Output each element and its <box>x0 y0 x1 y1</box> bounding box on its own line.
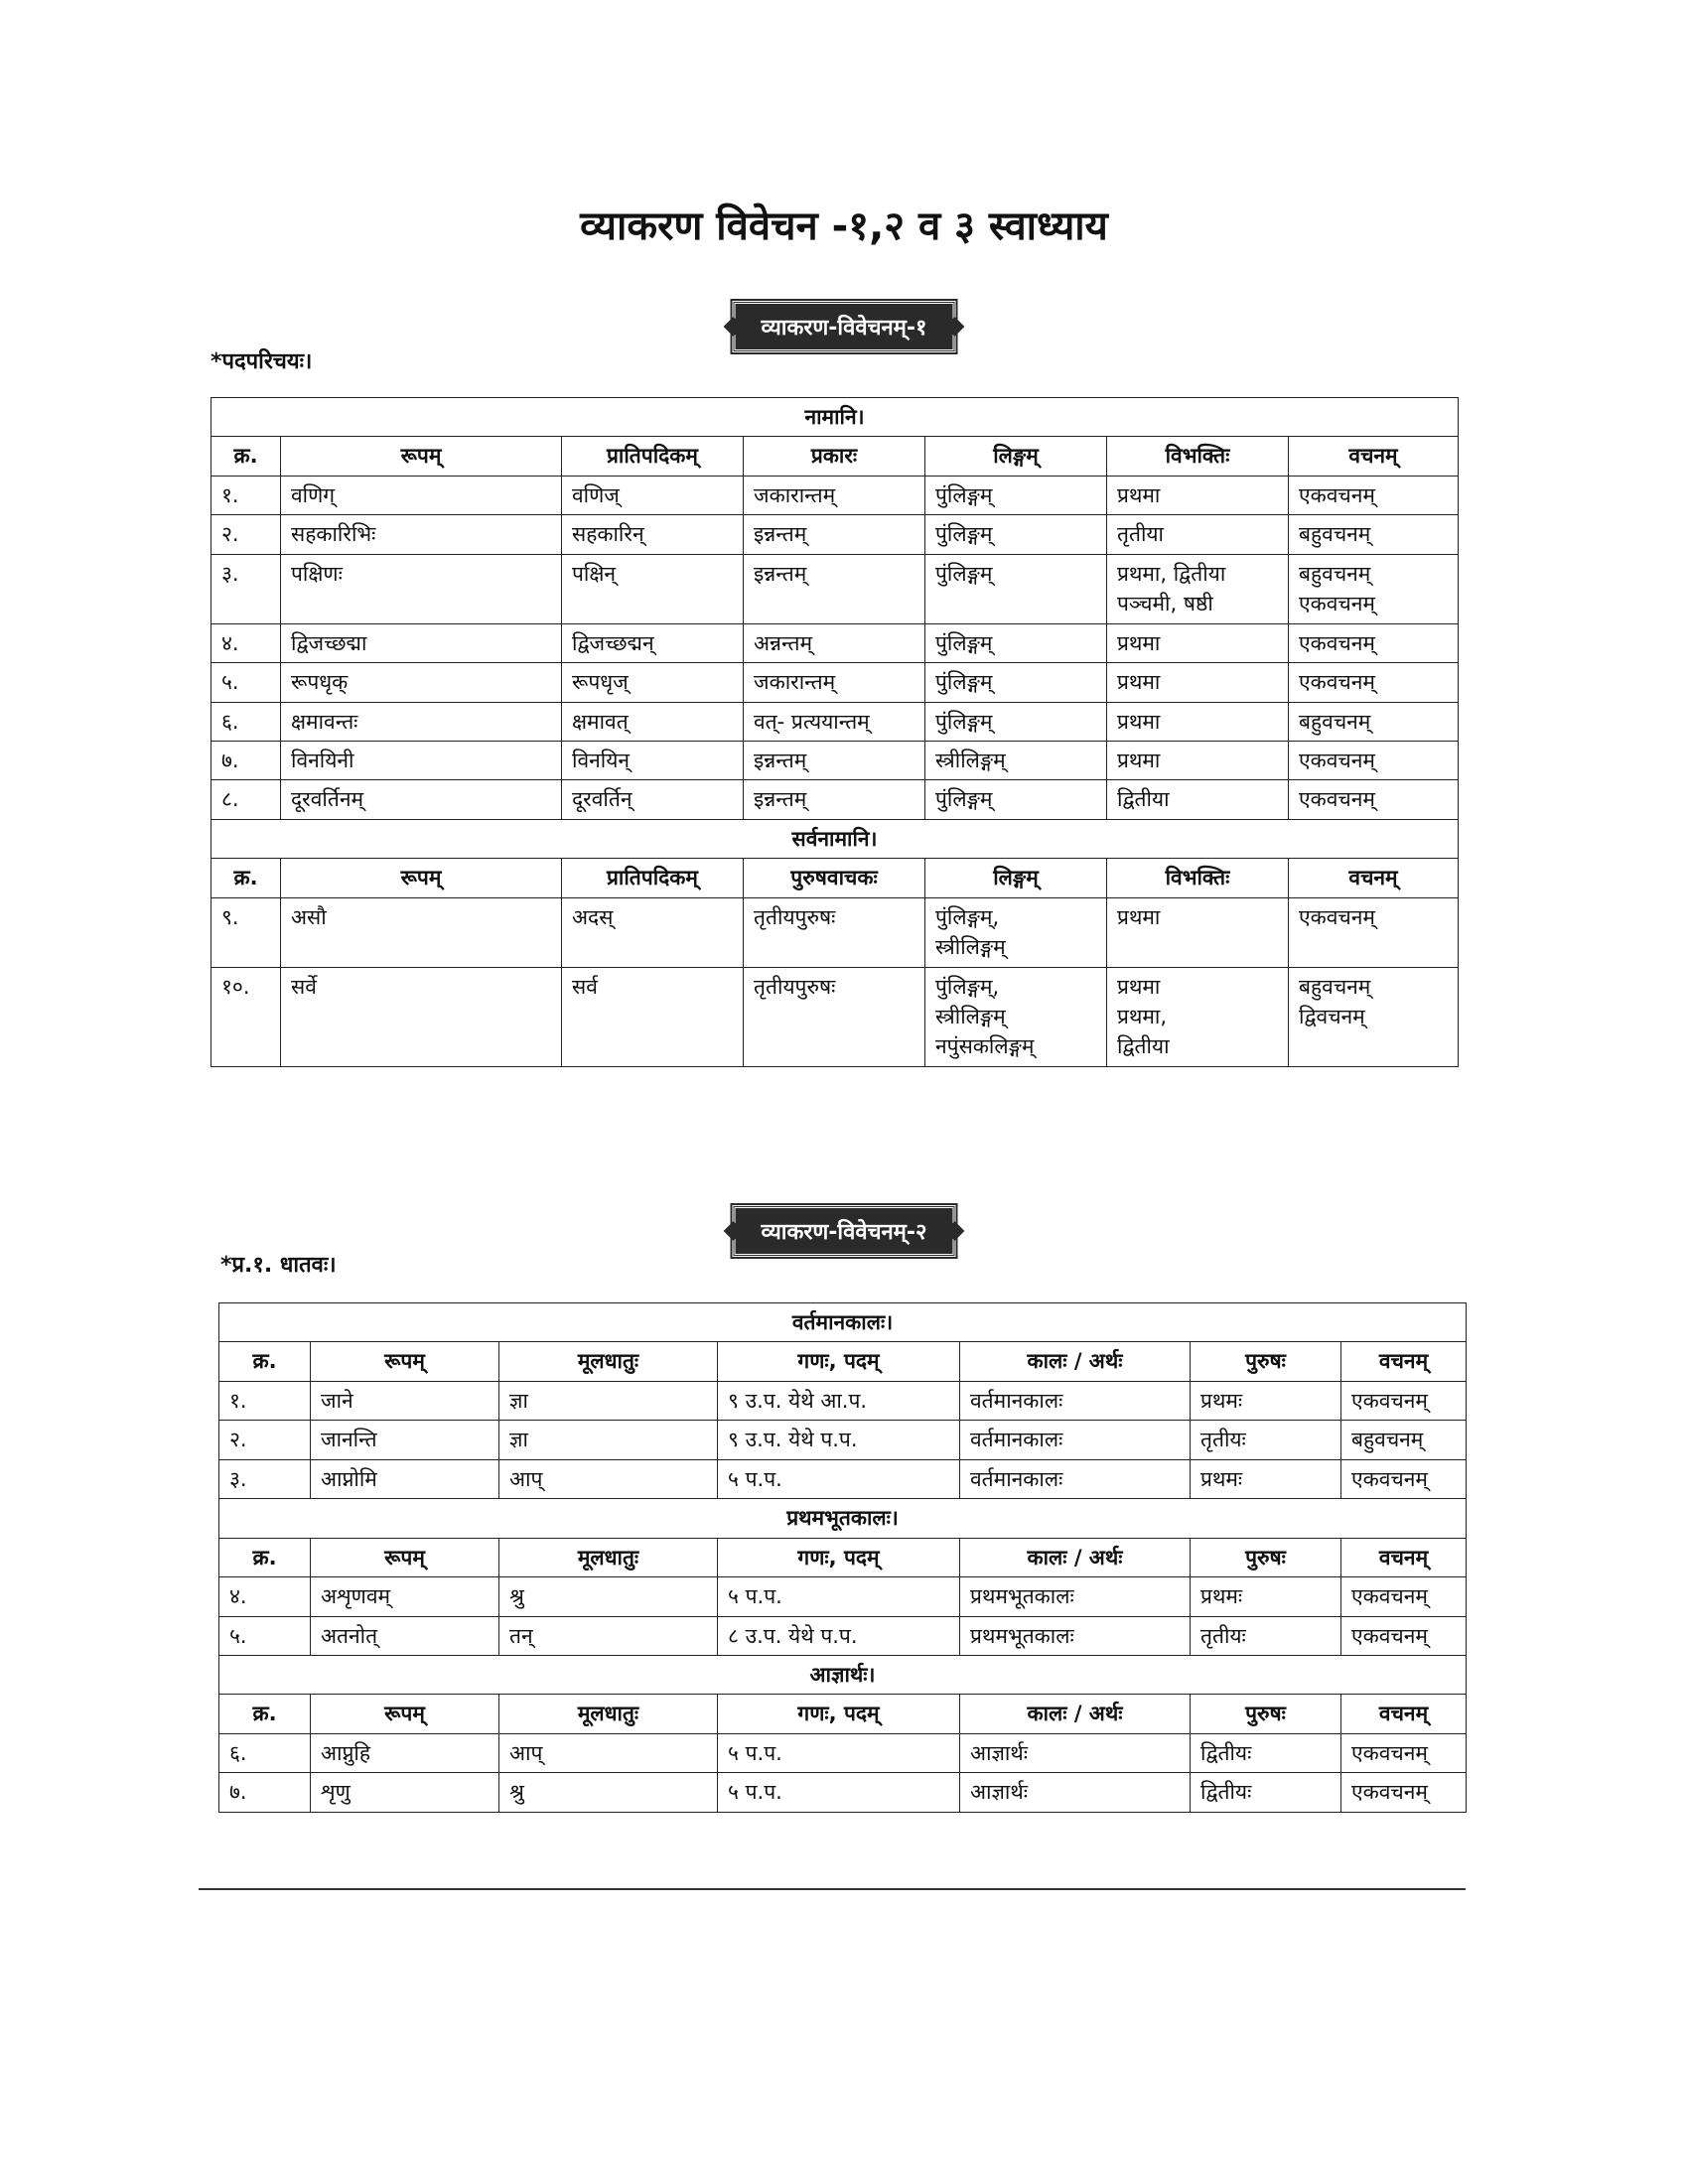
column-header: क्र. <box>219 1695 311 1733</box>
table-cell: प्रथमभूतकालः <box>960 1616 1191 1655</box>
table-cell: ९ उ.प. येथे आ.प. <box>718 1381 960 1420</box>
table-cell: पुंलिङ्गम् <box>925 663 1107 702</box>
table-cell: इन्नन्तम् <box>744 741 925 779</box>
table-cell: अन्नन्तम् <box>744 623 925 662</box>
table-cell: वर्तमानकालः <box>960 1421 1191 1459</box>
table-cell: पक्षिणः <box>281 554 562 623</box>
table-cell: तृतीयः <box>1191 1616 1341 1655</box>
column-header: पुरुषः <box>1191 1538 1341 1576</box>
table-cell: प्रथमा प्रथमा, द्वितीया <box>1107 967 1289 1066</box>
table-row <box>211 780 1459 819</box>
table-cell: स्त्रीलिङ्गम् <box>925 741 1107 779</box>
table-cell: २. <box>211 515 281 554</box>
column-header: कालः / अर्थः <box>960 1342 1191 1381</box>
table-cell: द्वितीयः <box>1191 1733 1341 1772</box>
column-header: कालः / अर्थः <box>960 1538 1191 1576</box>
column-header: रूपम् <box>311 1538 499 1576</box>
table-cell: पुंलिङ्गम् <box>925 623 1107 662</box>
table-cell: इन्नन्तम् <box>744 780 925 819</box>
table-header-row <box>219 1695 1467 1733</box>
table-cell: आप् <box>499 1733 718 1772</box>
table-cell: एकवचनम् <box>1341 1773 1467 1812</box>
table-cell: ५. <box>219 1616 311 1655</box>
tense-heading <box>219 1303 1467 1342</box>
column-header: वचनम् <box>1341 1695 1467 1733</box>
column-header: प्रातिपदिकम् <box>562 437 744 476</box>
table-cell: ९. <box>211 897 281 967</box>
column-header: क्र. <box>219 1538 311 1576</box>
table-cell: ४. <box>219 1577 311 1616</box>
column-header: वचनम् <box>1341 1342 1467 1381</box>
table-cell: ५ प.प. <box>718 1773 960 1812</box>
table-cell: द्विजच्छद्मन् <box>562 623 744 662</box>
table-cell: प्रथमा <box>1107 897 1289 967</box>
table-cell: जकारान्तम् <box>744 476 925 514</box>
table-row <box>211 967 1459 1066</box>
column-header: रूपम् <box>311 1695 499 1733</box>
table-cell: १. <box>211 476 281 514</box>
table-cell: आप् <box>499 1459 718 1498</box>
table-cell: प्रथमभूतकालः <box>960 1577 1191 1616</box>
table-cell: ४. <box>211 623 281 662</box>
column-header: विभक्तिः <box>1107 437 1289 476</box>
column-header: मूलधातुः <box>499 1538 718 1576</box>
table-row <box>211 702 1459 741</box>
tense-heading <box>219 1655 1467 1694</box>
table-cell: वर्तमानकालः <box>960 1381 1191 1420</box>
table-cell: ५ प.प. <box>718 1733 960 1772</box>
table-row <box>211 515 1459 554</box>
table-cell: प्रथमः <box>1191 1577 1341 1616</box>
table-cell: एकवचनम् <box>1289 476 1459 514</box>
table-cell: वणिग् <box>281 476 562 514</box>
column-header: रूपम् <box>281 437 562 476</box>
table-cell: तृतीयः <box>1191 1421 1341 1459</box>
table-cell: असौ <box>281 897 562 967</box>
nouns-heading <box>211 398 1459 437</box>
table-cell: बहुवचनम् <box>1341 1421 1467 1459</box>
table-cell: ८ उ.प. येथे प.प. <box>718 1616 960 1655</box>
column-header: पुरुषवाचकः <box>744 859 925 897</box>
table-row <box>219 1616 1467 1655</box>
table-cell: ६. <box>211 702 281 741</box>
table-cell: आप्नोमि <box>311 1459 499 1498</box>
table-cell: प्रथमा <box>1107 476 1289 514</box>
table-cell: जकारान्तम् <box>744 663 925 702</box>
table-cell: एकवचनम् <box>1289 897 1459 967</box>
table-cell: ५. <box>211 663 281 702</box>
column-header: प्रकारः <box>744 437 925 476</box>
table-cell: इन्नन्तम् <box>744 515 925 554</box>
table-cell: क्षमावन्तः <box>281 702 562 741</box>
table-cell: एकवचनम् <box>1341 1733 1467 1772</box>
table-cell: अदस् <box>562 897 744 967</box>
table-cell: एकवचनम् <box>1289 623 1459 662</box>
table-cell: विनयिनी <box>281 741 562 779</box>
table-cell: एकवचनम् <box>1341 1459 1467 1498</box>
table-cell: जानन्ति <box>311 1421 499 1459</box>
table-cell: एकवचनम् <box>1289 780 1459 819</box>
table-cell: तृतीयपुरुषः <box>744 967 925 1066</box>
table-cell: ३. <box>219 1459 311 1498</box>
table-cell: तन् <box>499 1616 718 1655</box>
table-cell: सहकारिन् <box>562 515 744 554</box>
table-row <box>211 897 1459 967</box>
table-cell: वणिज् <box>562 476 744 514</box>
table-cell: ५ प.प. <box>718 1577 960 1616</box>
table-cell: पुंलिङ्गम् <box>925 702 1107 741</box>
column-header: वचनम् <box>1289 437 1459 476</box>
column-header: गणः, पदम् <box>718 1695 960 1733</box>
table-row <box>219 1577 1467 1616</box>
column-header: लिङ्गम् <box>925 437 1107 476</box>
table-cell: ८. <box>211 780 281 819</box>
table-cell: तृतीया <box>1107 515 1289 554</box>
table-cell: रूपधृक् <box>281 663 562 702</box>
table-cell: बहुवचनम् एकवचनम् <box>1289 554 1459 623</box>
table-cell: प्रथमा <box>1107 623 1289 662</box>
table-cell: दूरवर्तिनम् <box>281 780 562 819</box>
column-header: रूपम् <box>281 859 562 897</box>
section2-label: *प्र.१. धातवः। <box>220 1253 337 1278</box>
table-cell: द्विजच्छद्मा <box>281 623 562 662</box>
table-cell: एकवचनम् <box>1289 663 1459 702</box>
bottom-rule <box>199 1888 1466 1890</box>
table-cell: जाने <box>311 1381 499 1420</box>
table-header-row <box>211 437 1459 476</box>
tense-heading <box>219 1499 1467 1538</box>
dhatu-table <box>218 1302 1467 1813</box>
column-header: वचनम् <box>1289 859 1459 897</box>
column-header: पुरुषः <box>1191 1695 1341 1733</box>
page-title: व्याकरण विवेचन -१,२ व ३ स्वाध्याय <box>580 204 1108 249</box>
pad-parichay-table <box>211 397 1459 1067</box>
table-cell: २. <box>219 1421 311 1459</box>
table-cell: वत्- प्रत्ययान्तम् <box>744 702 925 741</box>
column-header: मूलधातुः <box>499 1695 718 1733</box>
section2-banner: व्याकरण-विवेचनम्-२ <box>733 1205 956 1257</box>
table-row <box>211 623 1459 662</box>
section1-label: *पदपरिचयः। <box>211 349 313 374</box>
table-cell: आज्ञार्थः <box>960 1733 1191 1772</box>
column-header: विभक्तिः <box>1107 859 1289 897</box>
table-cell: १. <box>219 1381 311 1420</box>
column-header: पुरुषः <box>1191 1342 1341 1381</box>
column-header: गणः, पदम् <box>718 1342 960 1381</box>
table-cell: तृतीयपुरुषः <box>744 897 925 967</box>
table-cell: प्रथमः <box>1191 1381 1341 1420</box>
table-cell: बहुवचनम् <box>1289 702 1459 741</box>
table-cell: सर्व <box>562 967 744 1066</box>
column-header: प्रातिपदिकम् <box>562 859 744 897</box>
table-cell: सहकारिभिः <box>281 515 562 554</box>
table-cell: बहुवचनम् <box>1289 515 1459 554</box>
table-header-row <box>211 859 1459 897</box>
nouns-heading-label: नामानि। <box>211 398 1459 437</box>
table-cell: पुंलिङ्गम् <box>925 515 1107 554</box>
table-header-row <box>219 1342 1467 1381</box>
table-cell: इन्नन्तम् <box>744 554 925 623</box>
table-cell: प्रथमा <box>1107 663 1289 702</box>
table-cell: अशृणवम् <box>311 1577 499 1616</box>
pronouns-heading-label: सर्वनामानि। <box>211 819 1459 858</box>
tense-heading-label: आज्ञार्थः। <box>219 1655 1467 1694</box>
table-row <box>219 1421 1467 1459</box>
table-cell: पक्षिन् <box>562 554 744 623</box>
table-cell: वर्तमानकालः <box>960 1459 1191 1498</box>
table-cell: पुंलिङ्गम् <box>925 554 1107 623</box>
table-row <box>219 1381 1467 1420</box>
table-cell: पुंलिङ्गम्, स्त्रीलिङ्गम् नपुंसकलिङ्गम् <box>925 967 1107 1066</box>
table-cell: द्वितीयः <box>1191 1773 1341 1812</box>
table-cell: विनयिन् <box>562 741 744 779</box>
table-row <box>211 476 1459 514</box>
table-cell: एकवचनम् <box>1289 741 1459 779</box>
table-cell: प्रथमा, द्वितीया पञ्चमी, षष्ठी <box>1107 554 1289 623</box>
column-header: लिङ्गम् <box>925 859 1107 897</box>
table-cell: ज्ञा <box>499 1421 718 1459</box>
section1-banner: व्याकरण-विवेचनम्-१ <box>733 301 956 352</box>
table-cell: दूरवर्तिन् <box>562 780 744 819</box>
table-cell: ५ प.प. <box>718 1459 960 1498</box>
table-cell: पुंलिङ्गम्, स्त्रीलिङ्गम् <box>925 897 1107 967</box>
table-cell: ज्ञा <box>499 1381 718 1420</box>
table-row <box>219 1459 1467 1498</box>
column-header: क्र. <box>219 1342 311 1381</box>
table-cell: एकवचनम् <box>1341 1616 1467 1655</box>
column-header: क्र. <box>211 859 281 897</box>
table-cell: एकवचनम् <box>1341 1577 1467 1616</box>
table-cell: १०. <box>211 967 281 1066</box>
table-cell: ९ उ.प. येथे प.प. <box>718 1421 960 1459</box>
column-header: रूपम् <box>311 1342 499 1381</box>
column-header: गणः, पदम् <box>718 1538 960 1576</box>
table-cell: क्षमावत् <box>562 702 744 741</box>
pronouns-heading <box>211 819 1459 858</box>
table-cell: द्वितीया <box>1107 780 1289 819</box>
table-cell: शृणु <box>311 1773 499 1812</box>
table-cell: रूपधृज् <box>562 663 744 702</box>
table-cell: अतनोत् <box>311 1616 499 1655</box>
table-cell: ६. <box>219 1733 311 1772</box>
column-header: कालः / अर्थः <box>960 1695 1191 1733</box>
table-cell: पुंलिङ्गम् <box>925 780 1107 819</box>
table-cell: सर्वे <box>281 967 562 1066</box>
table-row <box>211 663 1459 702</box>
table-header-row <box>219 1538 1467 1576</box>
table-row <box>219 1733 1467 1772</box>
table-cell: बहुवचनम् द्विवचनम् <box>1289 967 1459 1066</box>
table-row <box>211 554 1459 623</box>
table-row <box>219 1773 1467 1812</box>
table-cell: ३. <box>211 554 281 623</box>
table-row <box>211 741 1459 779</box>
column-header: वचनम् <box>1341 1538 1467 1576</box>
table-cell: प्रथमः <box>1191 1459 1341 1498</box>
tense-heading-label: प्रथमभूतकालः। <box>219 1499 1467 1538</box>
table-cell: प्रथमा <box>1107 702 1289 741</box>
column-header: क्र. <box>211 437 281 476</box>
table-cell: श्रु <box>499 1773 718 1812</box>
table-cell: ७. <box>211 741 281 779</box>
table-cell: आप्नुहि <box>311 1733 499 1772</box>
column-header: मूलधातुः <box>499 1342 718 1381</box>
table-cell: ७. <box>219 1773 311 1812</box>
table-cell: प्रथमा <box>1107 741 1289 779</box>
table-cell: आज्ञार्थः <box>960 1773 1191 1812</box>
table-cell: श्रु <box>499 1577 718 1616</box>
tense-heading-label: वर्तमानकालः। <box>219 1303 1467 1342</box>
table-cell: पुंलिङ्गम् <box>925 476 1107 514</box>
table-cell: एकवचनम् <box>1341 1381 1467 1420</box>
